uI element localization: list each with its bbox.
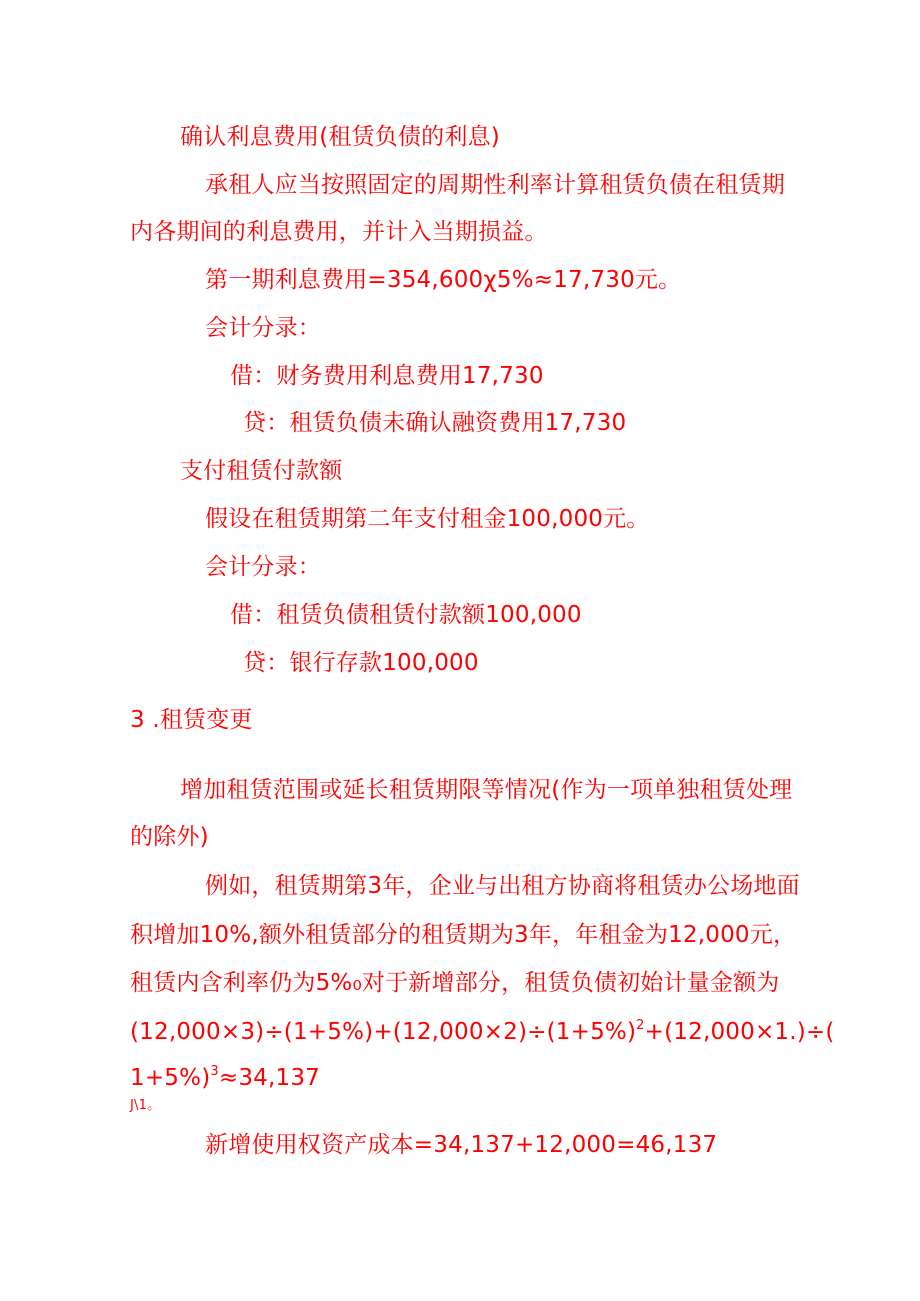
example-line-2: 积增加10%,额外租赁部分的租赁期为3年，年租金为12,000元， — [130, 922, 797, 948]
journal-entry-1-credit: 贷：租赁负债未确认融资费用17,730 — [243, 410, 627, 436]
heading-interest-expense: 确认利息费用(租赁负债的利息) — [180, 124, 500, 150]
journal-entry-2-credit: 贷：银行存款100,000 — [243, 650, 479, 676]
paragraph-interest-line-1: 承租人应当按照固定的周期性利率计算租赁负债在租赁期 — [205, 172, 785, 198]
example-formula-line-1 — [130, 1017, 835, 1047]
exponent: 2 — [636, 1018, 645, 1033]
journal-entry-label-1: 会计分录： — [205, 315, 321, 341]
paragraph-payment: 假设在租赁期第二年支付租金100,000元。 — [205, 506, 650, 532]
formula-part: ≈34,137 — [218, 1065, 321, 1091]
new-rou-asset-cost: 新增使用权资产成本=34,137+12,000=46,137 — [205, 1132, 718, 1158]
formula-part: (12,000×3)÷(1+5%)+(12,000×2)÷(1+5%) — [130, 1019, 637, 1045]
example-line-1: 例如，租赁期第3年，企业与出租方协商将租赁办公场地面 — [205, 873, 800, 899]
paragraph-interest-line-2: 内各期间的利息费用，并计入当期损益。 — [130, 219, 548, 245]
first-period-interest: 第一期利息费用=354,600χ5%≈17,730元。 — [205, 267, 682, 293]
example-line-3: 租赁内含利率仍为5%₀对于新增部分，租赁负债初始计量金额为 — [130, 970, 780, 996]
paragraph-change-line-1: 增加租赁范围或延长租赁期限等情况(作为一项单独租赁处理 — [180, 777, 793, 803]
formula-part: +(12,000×1.)÷( — [644, 1019, 835, 1045]
journal-entry-label-2: 会计分录： — [205, 554, 321, 580]
journal-entry-2-debit: 借：租赁负债租赁付款额100,000 — [230, 602, 582, 628]
example-formula-line-2 — [130, 1063, 320, 1093]
heading-lease-payment: 支付租赁付款额 — [180, 458, 343, 484]
section-3-title: 3 .租赁变更 — [130, 707, 253, 733]
exponent: 3 — [210, 1064, 219, 1079]
journal-entry-1-debit: 借：财务费用利息费用17,730 — [230, 363, 544, 389]
example-fragment: J\1。 — [130, 1098, 161, 1113]
formula-part: 1+5%) — [130, 1065, 211, 1091]
paragraph-change-line-2: 的除外) — [130, 824, 209, 850]
